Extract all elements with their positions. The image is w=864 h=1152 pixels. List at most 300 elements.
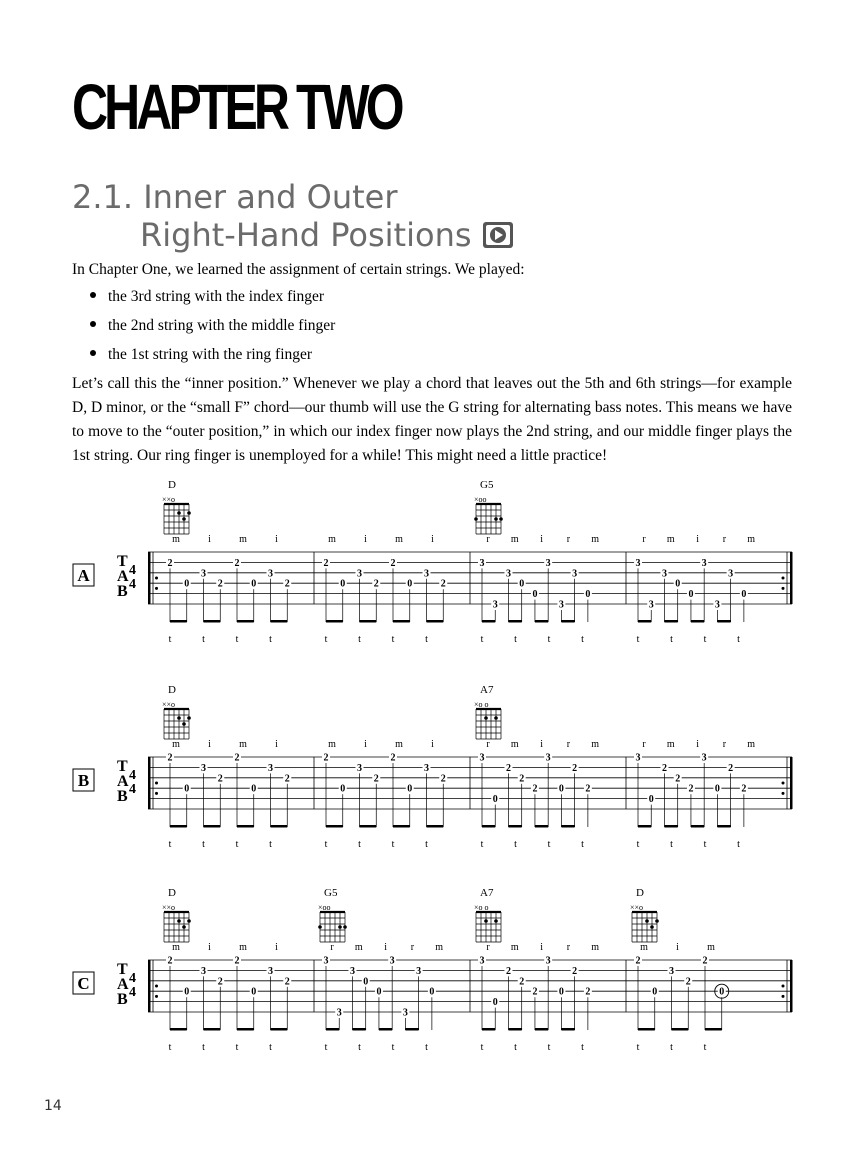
position-paragraph: Let’s call this the “inner position.” Whenever we play a chord that leaves out the 5th and 6th strings—for example D, D minor, or the “small F” chord—our thumb will use the G string for alternating bass notes. This means we have to move to the “outer position,” in which our index finger now plays the 2nd string, and our middle finger plays the 1st string. Our ring finger is unemployed for a while! This might need a little practice! <box>72 375 792 464</box>
chord-diagram <box>162 700 191 739</box>
fret-number: 2 <box>234 557 240 569</box>
thumb-letter: t <box>202 839 205 850</box>
fret-number: 2 <box>572 762 578 774</box>
beam <box>561 1028 574 1031</box>
repeat-dot <box>155 985 158 988</box>
fret-number: 3 <box>416 965 422 977</box>
fret-number: 2 <box>234 955 240 967</box>
finger-letter: i <box>364 739 367 750</box>
beam <box>427 620 444 623</box>
finger-letter: m <box>354 942 363 953</box>
open-string-markers: ×oo <box>474 495 487 504</box>
chapter-title: CHAPTER TWO <box>72 71 401 143</box>
repeat-dot <box>782 792 785 795</box>
finger-letter: r <box>566 739 571 750</box>
beam <box>482 825 495 828</box>
beam <box>326 620 343 623</box>
list-item-text: the 2nd string with the middle finger <box>108 317 336 334</box>
beam <box>204 825 221 828</box>
fret-number: 3 <box>323 955 329 967</box>
fret-number: 3 <box>572 568 578 580</box>
fret-number: 0 <box>184 986 190 998</box>
fret-number: 0 <box>675 578 681 590</box>
beam <box>393 620 410 623</box>
fret-number: 0 <box>492 794 498 806</box>
fret-number: 3 <box>389 955 395 967</box>
finger-dot <box>494 919 498 923</box>
tab-clef-letter: A <box>117 773 129 790</box>
fret-number: 2 <box>532 783 538 795</box>
finger-letter: r <box>486 739 490 750</box>
thumb-letter: t <box>425 1042 428 1053</box>
finger-dot <box>187 919 191 923</box>
fret-number: 2 <box>688 783 694 795</box>
finger-letter: i <box>540 534 543 545</box>
thumb-letter: t <box>581 634 584 645</box>
fret-number: 2 <box>167 752 173 764</box>
repeat-dot <box>782 782 785 785</box>
beam <box>535 825 548 828</box>
fret-number: 3 <box>402 1007 408 1019</box>
fret-number: 0 <box>648 794 654 806</box>
finger-letter: m <box>510 739 519 750</box>
fret-number: 0 <box>429 986 435 998</box>
fret-number: 0 <box>532 589 538 601</box>
fret-number: 2 <box>702 955 708 967</box>
chord-diagram <box>162 903 191 942</box>
finger-letter: r <box>642 534 646 545</box>
thumb-letter: t <box>737 839 740 850</box>
fret-number: 3 <box>201 965 206 977</box>
beam <box>352 1028 365 1031</box>
thumb-letter: t <box>235 1042 239 1053</box>
fret-number: 0 <box>251 783 257 795</box>
beam <box>271 1028 288 1031</box>
fret-number: 2 <box>390 557 396 569</box>
finger-letter: r <box>722 739 727 750</box>
fret-number: 2 <box>284 976 290 988</box>
thumb-letter: t <box>670 634 673 645</box>
fret-number: 2 <box>741 783 747 795</box>
finger-dot <box>177 716 181 720</box>
list-item <box>90 314 335 343</box>
beam <box>482 1028 495 1031</box>
finger-letter: m <box>239 942 247 953</box>
fret-number: 2 <box>635 955 641 967</box>
finger-dot <box>343 925 347 929</box>
thumb-letter: t <box>547 634 551 645</box>
beam <box>237 1028 254 1031</box>
finger-letter: m <box>510 942 519 953</box>
beam <box>717 620 730 623</box>
fret-number: 3 <box>669 965 674 977</box>
finger-letter: m <box>666 739 675 750</box>
open-string-markers: ×o o <box>474 700 489 709</box>
chord-diagram <box>630 903 659 942</box>
finger-letter: m <box>640 942 648 953</box>
list-item-text: the 3rd string with the index finger <box>108 288 325 305</box>
fret-number: 3 <box>635 752 641 764</box>
fret-number: 0 <box>492 997 498 1009</box>
beam <box>705 1028 722 1031</box>
beam <box>271 825 288 828</box>
thumb-letter: t <box>636 634 640 645</box>
repeat-dot <box>155 995 158 998</box>
finger-dot <box>182 517 186 521</box>
fret-number: 3 <box>424 568 429 580</box>
beam <box>664 620 677 623</box>
thumb-letter: t <box>703 634 707 645</box>
fret-number: 0 <box>719 986 725 998</box>
thumb-letter: t <box>269 1042 272 1053</box>
finger-letter: m <box>395 534 403 545</box>
bullet-icon <box>90 292 96 298</box>
finger-letter: m <box>395 739 403 750</box>
thumb-letter: t <box>480 634 484 645</box>
finger-letter: i <box>676 942 679 953</box>
repeat-dot <box>782 587 785 590</box>
fret-number: 3 <box>479 557 485 569</box>
finger-letter: m <box>747 739 756 750</box>
thumb-letter: t <box>324 634 328 645</box>
fret-number: 0 <box>688 589 694 601</box>
repeat-dot <box>155 577 158 580</box>
finger-dot <box>484 716 488 720</box>
fret-number: 3 <box>357 568 362 580</box>
tab-example-c <box>0 878 864 1053</box>
tab-clef-letter: B <box>117 991 128 1008</box>
fret-number: 0 <box>585 589 591 601</box>
finger-letter: m <box>172 534 180 545</box>
finger-dot <box>338 925 342 929</box>
finger-letter: i <box>431 534 434 545</box>
fret-number: 3 <box>336 1007 342 1019</box>
chord-diagram <box>162 495 191 534</box>
fret-number: 3 <box>268 762 273 774</box>
thumb-letter: t <box>269 839 272 850</box>
open-string-markers: ×o o <box>474 903 489 912</box>
beam <box>691 620 704 623</box>
finger-letter: i <box>696 534 699 545</box>
fret-number: 0 <box>184 783 190 795</box>
bullet-icon <box>90 321 96 327</box>
tab-example-a <box>0 470 864 645</box>
fret-number: 2 <box>505 965 511 977</box>
finger-dot <box>177 511 181 515</box>
section-title-line2-wrap <box>72 216 514 254</box>
beam <box>638 825 651 828</box>
time-signature-top: 4 <box>129 768 136 783</box>
fret-number: 2 <box>217 773 223 785</box>
chord-name: D <box>636 887 644 899</box>
fret-number: 2 <box>519 976 525 988</box>
open-string-markers: ××o <box>162 903 176 912</box>
finger-dot <box>182 722 186 726</box>
thumb-letter: t <box>358 1042 361 1053</box>
beam <box>204 1028 221 1031</box>
beam <box>691 825 704 828</box>
fret-number: 3 <box>479 752 485 764</box>
bullet-icon <box>90 350 96 356</box>
finger-letter: r <box>566 942 571 953</box>
repeat-dot <box>155 782 158 785</box>
example-label: B <box>77 771 90 790</box>
tab-example-b <box>0 675 864 850</box>
beam <box>482 620 495 623</box>
fret-number: 0 <box>376 986 382 998</box>
beam <box>360 620 377 623</box>
finger-assignment-list <box>90 285 335 372</box>
play-video-icon[interactable] <box>482 219 514 247</box>
tab-clef-letter: T <box>117 961 128 978</box>
fret-number: 2 <box>217 976 223 988</box>
fret-number: 2 <box>284 773 290 785</box>
fret-number: 3 <box>545 955 551 967</box>
repeat-dot <box>782 577 785 580</box>
repeat-dot <box>782 985 785 988</box>
fret-number: 0 <box>652 986 658 998</box>
finger-letter: i <box>275 534 278 545</box>
open-string-markers: ×oo <box>318 903 331 912</box>
repeat-dot <box>782 995 785 998</box>
fret-number: 2 <box>323 557 329 569</box>
finger-dot <box>182 925 186 929</box>
chord-name: D <box>168 684 176 696</box>
finger-letter: m <box>707 942 715 953</box>
beam <box>237 825 254 828</box>
chord-diagram <box>318 903 347 942</box>
thumb-letter: t <box>514 634 517 645</box>
tab-clef-letter: A <box>117 976 129 993</box>
finger-letter: m <box>328 534 336 545</box>
finger-letter: i <box>364 534 367 545</box>
thumb-letter: t <box>547 1042 551 1053</box>
beam <box>717 825 730 828</box>
chord-diagram <box>474 495 503 534</box>
chord-diagram <box>474 700 501 739</box>
thumb-letter: t <box>358 634 361 645</box>
finger-letter: i <box>540 739 543 750</box>
beam <box>360 825 377 828</box>
fret-number: 0 <box>519 578 525 590</box>
fret-number: 3 <box>357 762 362 774</box>
beam <box>561 825 574 828</box>
finger-letter: r <box>410 942 415 953</box>
list-item-text: the 1st string with the ring finger <box>108 346 313 363</box>
time-signature-top: 4 <box>129 971 136 986</box>
beam <box>237 620 254 623</box>
fret-number: 3 <box>479 955 485 967</box>
thumb-letter: t <box>202 634 205 645</box>
chord-name: G5 <box>324 887 338 899</box>
section-title-line1: 2.1. Inner and Outer <box>72 178 398 216</box>
beam <box>638 1028 655 1031</box>
open-string-markers: ××o <box>630 903 644 912</box>
fret-number: 2 <box>505 762 511 774</box>
beam <box>535 620 548 623</box>
finger-letter: m <box>328 739 336 750</box>
fret-number: 0 <box>340 783 346 795</box>
thumb-letter: t <box>514 839 517 850</box>
thumb-letter: t <box>636 1042 640 1053</box>
finger-letter: m <box>591 534 600 545</box>
finger-letter: m <box>666 534 675 545</box>
repeat-dot <box>155 792 158 795</box>
fret-number: 2 <box>373 578 379 590</box>
fret-number: 3 <box>424 762 429 774</box>
fret-number: 3 <box>349 965 355 977</box>
fret-number: 0 <box>251 986 257 998</box>
fret-number: 2 <box>234 752 240 764</box>
fret-number: 2 <box>217 578 223 590</box>
fret-number: 0 <box>184 578 190 590</box>
beam <box>508 620 521 623</box>
beam <box>271 620 288 623</box>
tab-clef-letter: B <box>117 788 128 805</box>
fret-number: 0 <box>714 783 720 795</box>
beam <box>427 825 444 828</box>
open-string-markers: ××o <box>162 495 176 504</box>
fret-number: 3 <box>201 568 206 580</box>
thumb-letter: t <box>235 634 239 645</box>
thumb-letter: t <box>235 839 239 850</box>
beam <box>561 620 574 623</box>
fret-number: 0 <box>558 986 564 998</box>
finger-dot <box>494 716 498 720</box>
fret-number: 3 <box>545 557 551 569</box>
finger-letter: i <box>275 739 278 750</box>
finger-letter: m <box>172 942 180 953</box>
tab-clef-letter: A <box>117 568 129 585</box>
open-string-markers: ××o <box>162 700 176 709</box>
time-signature-bottom: 4 <box>129 782 136 797</box>
chord-diagram <box>474 903 501 942</box>
fret-number: 3 <box>268 568 273 580</box>
time-signature-bottom: 4 <box>129 985 136 1000</box>
thumb-letter: t <box>703 839 707 850</box>
fret-number: 3 <box>701 752 707 764</box>
finger-letter: i <box>384 942 387 953</box>
finger-dot <box>655 919 659 923</box>
finger-letter: r <box>566 534 571 545</box>
repeat-dot <box>155 587 158 590</box>
fret-number: 3 <box>558 599 564 611</box>
beam <box>326 825 343 828</box>
fret-number: 3 <box>492 599 498 611</box>
fret-number: 2 <box>532 986 538 998</box>
thumb-letter: t <box>324 839 328 850</box>
beam <box>379 1028 392 1031</box>
thumb-letter: t <box>480 839 484 850</box>
beam <box>638 620 651 623</box>
beam <box>508 825 521 828</box>
finger-letter: i <box>208 942 211 953</box>
list-item <box>90 343 335 372</box>
section-heading <box>72 178 514 254</box>
fret-number: 0 <box>340 578 346 590</box>
tab-clef-letter: B <box>117 583 128 600</box>
fret-number: 3 <box>714 599 720 611</box>
fret-number: 2 <box>675 773 681 785</box>
thumb-letter: t <box>168 634 172 645</box>
fret-number: 3 <box>505 568 511 580</box>
thumb-letter: t <box>168 839 172 850</box>
beam <box>535 1028 548 1031</box>
fret-number: 3 <box>701 557 707 569</box>
beam <box>393 825 410 828</box>
repeat-bar-thick <box>148 960 151 1012</box>
fret-number: 0 <box>558 783 564 795</box>
finger-letter: r <box>486 534 490 545</box>
finger-letter: m <box>172 739 180 750</box>
finger-letter: m <box>510 534 519 545</box>
fret-number: 2 <box>390 752 396 764</box>
beam <box>664 825 677 828</box>
fret-number: 2 <box>728 762 734 774</box>
finger-dot <box>650 925 654 929</box>
end-bar-thick <box>790 757 793 809</box>
fret-number: 2 <box>323 752 329 764</box>
finger-letter: m <box>239 534 247 545</box>
finger-letter: i <box>208 534 211 545</box>
fret-number: 0 <box>407 578 413 590</box>
section-title-line2: Right-Hand Positions <box>140 216 472 254</box>
finger-letter: m <box>747 534 756 545</box>
thumb-letter: t <box>636 839 640 850</box>
chord-name: D <box>168 479 176 491</box>
fret-number: 0 <box>363 976 369 988</box>
beam <box>508 1028 521 1031</box>
thumb-letter: t <box>425 839 428 850</box>
thumb-letter: t <box>514 1042 517 1053</box>
thumb-letter: t <box>391 634 395 645</box>
fret-number: 3 <box>201 762 206 774</box>
finger-letter: m <box>239 739 247 750</box>
thumb-letter: t <box>547 839 551 850</box>
fret-number: 0 <box>407 783 413 795</box>
time-signature-top: 4 <box>129 563 136 578</box>
fret-number: 2 <box>167 955 173 967</box>
finger-letter: i <box>208 739 211 750</box>
fret-number: 2 <box>440 578 446 590</box>
beam <box>170 620 187 623</box>
thumb-letter: t <box>581 839 584 850</box>
chord-name: A7 <box>480 887 494 899</box>
list-item <box>90 285 335 314</box>
finger-dot <box>187 511 191 515</box>
fret-number: 3 <box>648 599 654 611</box>
thumb-letter: t <box>670 839 673 850</box>
end-bar-thick <box>790 960 793 1012</box>
finger-dot <box>484 919 488 923</box>
fret-number: 2 <box>167 557 173 569</box>
finger-dot <box>645 919 649 923</box>
fret-number: 2 <box>685 976 691 988</box>
fret-number: 2 <box>585 986 591 998</box>
fret-number: 3 <box>635 557 641 569</box>
fret-number: 3 <box>268 965 273 977</box>
finger-dot <box>318 925 322 929</box>
finger-dot <box>187 716 191 720</box>
intro-paragraph: In Chapter One, we learned the assignment of certain strings. We played: <box>72 261 525 278</box>
fret-number: 0 <box>741 589 747 601</box>
finger-letter: m <box>591 942 600 953</box>
fret-number: 2 <box>572 965 578 977</box>
chord-name: D <box>168 887 176 899</box>
beam <box>405 1028 418 1031</box>
tab-clef-letter: T <box>117 758 128 775</box>
thumb-letter: t <box>425 634 428 645</box>
